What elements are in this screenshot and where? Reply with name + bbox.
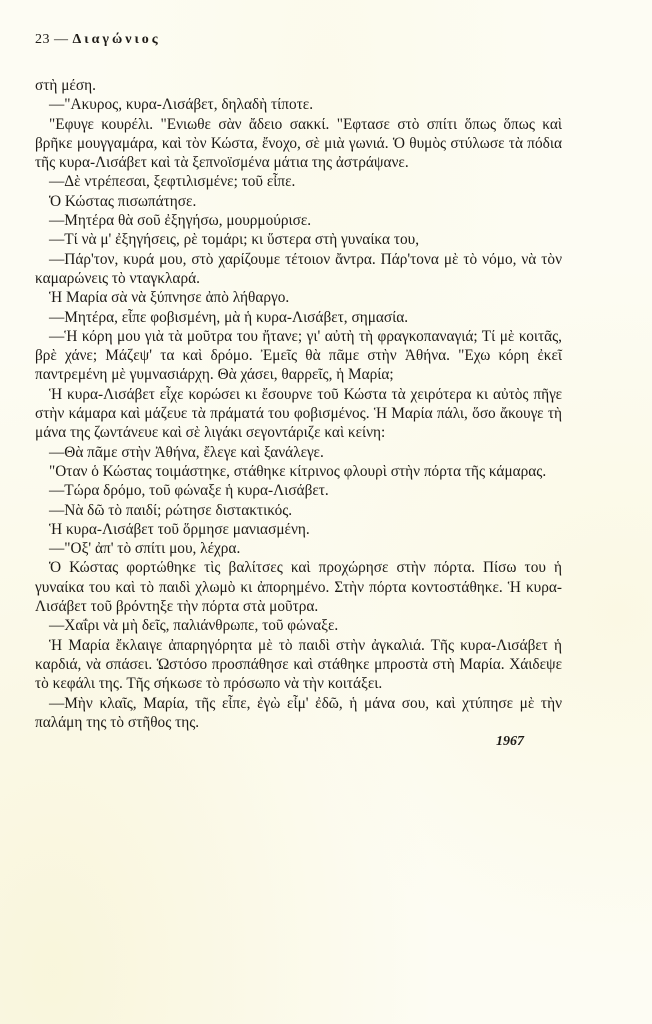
paragraph: —Χαΐρι νὰ μὴ δεῖς, παλιάνθρωπε, τοῦ φώναξε. [49, 617, 339, 635]
paragraph: —Πάρ'τον, κυρά μου, στὸ χαρίζουμε τέτοιον ἄντρα. Πάρ'τονα μὲ τὸ νόμο, νὰ τὸν καμαρώνεις τὸ νταγκλαρά. [35, 250, 562, 287]
paragraph: στὴ μέση. [35, 77, 96, 94]
paragraph: —Μητέρα θὰ σοῦ ἐξηγήσω, μουρμούρισε. [49, 212, 312, 230]
paragraph: Ὁ Κώστας πισωπάτησε. [49, 192, 197, 210]
paragraph: —Μὴν κλαῖς, Μαρία, τῆς εἶπε, ἐγὼ εἶμ' ἐδῶ, ἡ μάνα σου, καὶ χτύπησε μὲ τὴν παλάμη της τὸ στῆθος της. [35, 694, 562, 731]
page-number: 23 [35, 32, 50, 47]
book-page [35, 30, 562, 750]
paragraph: —Τώρα δρόμο, τοῦ φώναξε ἡ κυρα-Λισάβετ. [49, 482, 329, 500]
paragraph: Ἡ κυρα-Λισάβετ τοῦ ὅρμησε μανιασμένη. [49, 520, 310, 538]
paragraph: Ἡ Μαρία σὰ νὰ ξύπνησε ἀπὸ λήθαργο. [49, 289, 290, 307]
paragraph: —Θὰ πᾶμε στὴν Ἀθήνα, ἔλεγε καὶ ξανάλεγε. [49, 443, 324, 461]
paragraph: —Ἡ κόρη μου γιὰ τὰ μοῦτρα του ἤτανε; γι' αὐτὴ τὴ φραγκοπαναγιά; Τί μὲ κοιτᾶς, βρὲ χάνε; Μάζεψ' τα καὶ δρόμο. Ἐμεῖς θὰ πᾶμε στὴν Ἀθήνα. "Εχω κόρη ἐκεῖ παντρεμένη μὲ γυμνασιάρχη. Θὰ χάσει, θαρρεῖς, ἡ Μαρία; [35, 327, 562, 384]
paragraph: —Τί νὰ μ' ἐξηγήσεις, ρὲ τομάρι; κι ὕστερα στὴ γυναίκα του, [49, 231, 420, 249]
date-signature: 1967 [496, 734, 524, 750]
paragraph: "Οταν ὁ Κώστας τοιμάστηκε, στάθηκε κίτρινος φλουρὶ στὴν πόρτα τῆς κάμαρας. [49, 462, 547, 480]
chapter-title: Διαγώνιος [72, 32, 161, 47]
paragraph: —Μητέρα, εἶπε φοβισμένη, μὰ ἡ κυρα-Λισάβετ, σημασία. [49, 308, 409, 326]
paragraph: Ὁ Κώστας φορτώθηκε τὶς βαλίτσες καὶ προχώρησε στὴν πόρτα. Πίσω του ἡ γυναίκα του καὶ τὸ παιδὶ χλωμὸ κι ἀπορημένο. Στὴν πόρτα κοντοστάθηκε. Ἡ κυρα-Λισάβετ τοῦ βρόντηξε τὴν πόρτα στὰ μοῦτρα. [35, 559, 562, 616]
story-text [35, 76, 562, 732]
running-head [35, 30, 562, 50]
paragraph: —Νὰ δῶ τὸ παιδί; ρώτησε διστακτικός. [49, 501, 293, 519]
paragraph: —"Ακυρος, κυρα-Λισάβετ, δηλαδὴ τίποτε. [49, 96, 314, 114]
paragraph: Ἡ κυρα-Λισάβετ εἶχε κορώσει κι ἔσουρνε τοῦ Κώστα τὰ χειρότερα κι αὐτὸς πῆγε στὴν κάμαρα καὶ μάζευε τὰ πράματά του φοβισμένος. Ἡ Μαρία πάλι, ὅσο ἄκουγε τὴ μάνα της ζωντάνευε καὶ σὲ λιγάκι σεγοντάριζε καὶ κείνη: [35, 385, 562, 442]
paragraph: —"Οξ' ἀπ' τὸ σπίτι μου, λέχρα. [49, 540, 241, 558]
paragraph: "Εφυγε κουρέλι. "Ενιωθε σὰν ἄδειο σακκί. "Εφτασε στὸ σπίτι ὅπως ὅπως καὶ βρῆκε μουγγαμάρα, καὶ τὸν Κώστα, ἔνοχο, σὲ μιὰ γωνιά. Ὁ θυμὸς στύλωσε τὰ πόδια τῆς κυρα-Λισάβετ καὶ τὰ ξεπνοϊσμένα μάτια της ἀστράψανε. [35, 115, 562, 172]
paragraph: Ἡ Μαρία ἔκλαιγε ἀπαρηγόρητα μὲ τὸ παιδὶ στὴν ἀγκαλιά. Τῆς κυρα-Λισάβετ ἡ καρδιά, νὰ σπάσει. Ὡστόσο προσπάθησε καὶ στάθηκε μπροστὰ στὴ Μαρία. Χάιδεψε τὸ κεφάλι της. Τῆς σήκωσε τὸ πρόσωπο νὰ τὴν κοιτάξει. [35, 636, 562, 693]
head-separator: — [54, 32, 69, 47]
paragraph: —Δὲ ντρέπεσαι, ξεφτιλισμένε; τοῦ εἶπε. [49, 173, 296, 191]
